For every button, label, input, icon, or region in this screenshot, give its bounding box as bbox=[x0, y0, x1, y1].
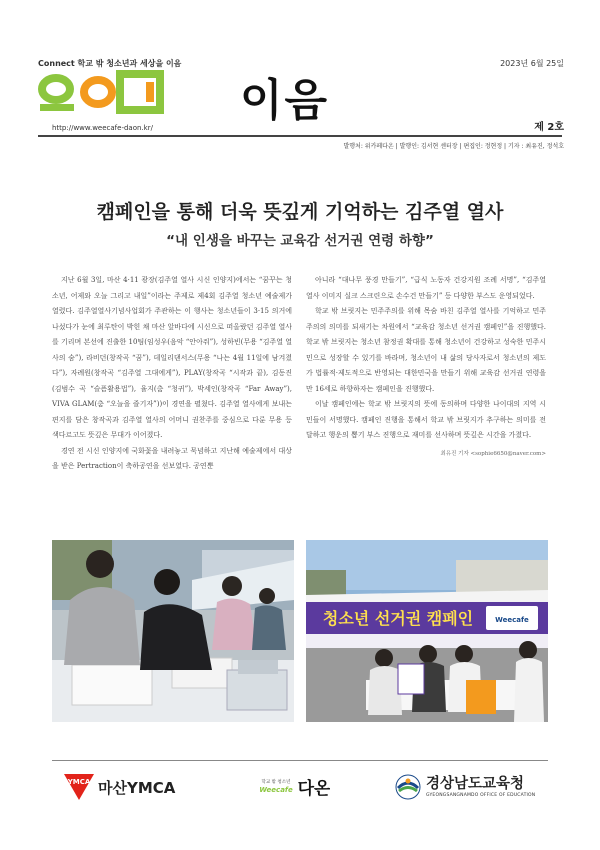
article-column-right bbox=[306, 273, 546, 462]
education-office-icon bbox=[395, 774, 421, 800]
header-tagline: Connect 학교 밖 청소년과 세상을 이음 bbox=[38, 59, 182, 68]
weecafe-daon-logo bbox=[250, 772, 330, 802]
partner-masan-ymca[interactable] bbox=[64, 772, 175, 802]
website-url[interactable]: http://www.weecafe-daon.kr/ bbox=[52, 124, 153, 132]
partner-edu-label-en: GYEONGSANGNAMDO OFFICE OF EDUCATION bbox=[426, 792, 536, 798]
article-subheadline: “내 인생을 바꾸는 교육감 선거권 연령 하향” bbox=[166, 233, 434, 249]
header-divider bbox=[38, 135, 562, 137]
issue-number: 제 2호 bbox=[534, 122, 564, 133]
article-paragraph: 아니라 “대나무 풍경 만들기”, “급식 노동자 건강지원 조례 서명”, “김주열 열사 이미지 실크 스크린으로 손수건 만들기” 등 다양한 부스도 운영되었다. bbox=[306, 276, 546, 300]
article-paragraph: 지난 6월 3일, 마산 4·11 광장(김주열 열사 시신 인양지)에서는 “꿈꾸는 청소년, 어제와 오늘 그리고 내일”이라는 주제로 제4회 김주열 청소년 예술제가 열렸다. 김주열열사기념사업회가 주관하는 이 행사는 청소년들이 3·15 의거에 나섰다가 눈에 최루탄이 박힌 채 마산 앞바다에 시신으로 떠올랐던 김주열 열사를 기리며 본선에 진출한 10팀(임성우(음악 “안아줘”), 성하빈(무용 “김주열 열사의 숨”), 라비던(창작곡 “꿈”), 데일리댄서스(무용 “나는 4월 11일에 남겨졌다”), 자례원(창작곡 “김주열 그대에게”), PLAY(창작곡 “시작과 끝), 김동진(김범수 곡 “슬픔활용법”), 율지(춤 “청귀”), 박세인(창작곡 “Far Away”), VIVA GLAM(춤 “오늘을 즐기자”))이 경연을 펼쳤다. 김주열 열사에게 보내는 편지를 담은 창작곡과 김주열 열사의 어머니 권찬주를 중심으로 다룬 무용 등 색다르고도 뜻깊은 무대가 이어졌다. bbox=[52, 276, 292, 439]
photo-campaign-image bbox=[306, 540, 548, 722]
article-column-left bbox=[52, 273, 292, 475]
footer-divider bbox=[52, 760, 548, 761]
article-paragraph: 학교 밖 브릿지는 민주주의를 위해 목숨 바친 김주열 열사를 기억하고 민주주의의 의미를 되새기는 차원에서 “교육감 청소년 선거권 캠페인”을 진행했다. 학교 밖 브릿지는 청소년 참정권 확대를 통해 청소년이 건강하고 성숙한 민주시민으로 성장할 수 있기를 바라며, 청소년이 내 삶의 당사자로서 청소년의 제도가 법률적·제도적으로 반영되는 대한민국을 만들기 위해 교육감 선거권 연령을 만 16세로 하향하자는 캠페인을 진행했다. bbox=[306, 307, 546, 393]
svg-text:YMCA: YMCA bbox=[67, 778, 91, 786]
ymca-icon bbox=[64, 774, 94, 800]
issue-date: 2023년 6월 25일 bbox=[500, 59, 564, 68]
svg-text:학교 밖 청소년: 학교 밖 청소년 bbox=[261, 780, 291, 785]
photo-students-writing bbox=[52, 540, 294, 722]
partner-gyeongnam-education[interactable] bbox=[395, 772, 535, 802]
partner-edu-label-kr: 경상남도교육청 bbox=[426, 775, 525, 792]
banner-text: 청소년 선거권 캠페인 bbox=[322, 609, 474, 628]
ieum-logo bbox=[38, 70, 168, 114]
partner-weecafe-daon[interactable] bbox=[250, 772, 330, 802]
svg-text:Weecafe: Weecafe bbox=[259, 786, 293, 794]
reporter-credit: 최유진 기자 <sophie6650@naver.com> bbox=[440, 450, 546, 457]
partner-ymca-label: 마산YMCA bbox=[98, 778, 176, 797]
article-paragraph: 이날 캠페인에는 학교 밖 브릿지의 뜻에 동의하며 다양한 나이대의 지역 시민들이 서명했다. 캠페인 진행을 통해서 학교 밖 브릿지가 추구하는 의미를 전달하고 행운의 뽑기 부스 진행으로 재미를 선사하며 뜻깊은 시간을 가졌다. bbox=[306, 400, 546, 439]
banner-logo-text: Weecafe bbox=[495, 616, 529, 624]
masthead-title: 이음 bbox=[240, 75, 330, 126]
staff-credits: 발행처: 위카페다온 | 발행인: 김서현 센터장 | 편집인: 정현정 | 기자 : 최유진, 정석호 bbox=[343, 143, 564, 150]
photo-campaign-booth bbox=[306, 540, 548, 722]
partner-daon-label: 다온 bbox=[297, 779, 330, 799]
article-paragraph: 경연 전 시신 인양지에 국화꽃을 내려놓고 묵념하고 지난해 예술제에서 대상을 받은 Pertraction이 축하공연을 선보였다. 공연뿐 bbox=[52, 446, 292, 470]
article-headline: 캠페인을 통해 더욱 뜻깊게 기억하는 김주열 열사 bbox=[96, 201, 504, 223]
photo-students-image bbox=[52, 540, 294, 722]
